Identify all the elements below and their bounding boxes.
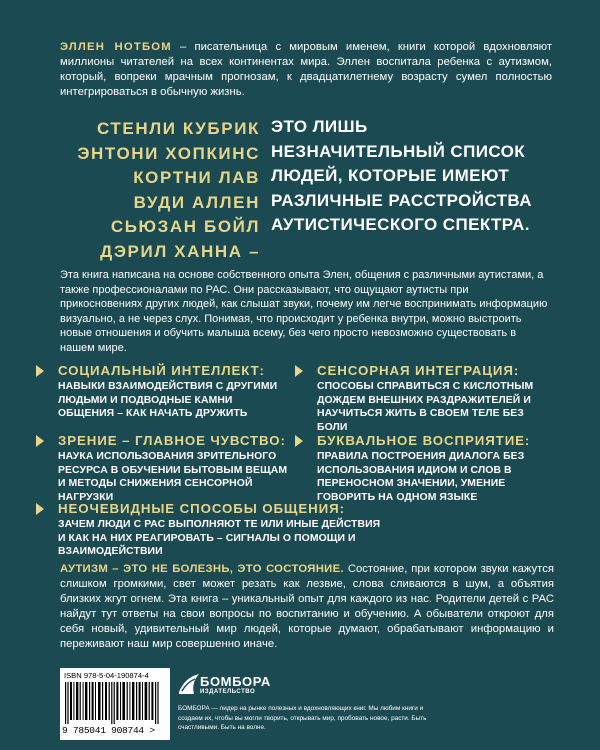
publisher-logo-text: БОМБОРА [200, 674, 271, 689]
closing-lead: АУТИЗМ – ЭТО НЕ БОЛЕЗНЬ, ЭТО СОСТОЯНИЕ. [60, 563, 344, 575]
feature-description: НАВЫКИ ВЗАИМОДЕЙСТВИЯ С ДРУГИМИ ЛЮДЬМИ И ПОДВОДНЫЕ КАМНИ ОБЩЕНИЯ – КАК НАЧАТЬ ДРУЖИТЬ [58, 381, 278, 420]
feature-description: НАУКА ИСПОЛЬЗОВАНИЯ ЗРИТЕЛЬНОГО РЕСУРСА В ОБУЧЕНИИ БЫТОВЫМ ВЕЩАМ И МЕТОДЫ СНИЖЕНИЯ СЕНСОРНОЙ НАГРУЗКИ [58, 451, 288, 503]
celebrity-name: КОРТНИ ЛАВ [133, 168, 260, 187]
barcode-digits: 9 785041 908744 > [62, 725, 155, 736]
spectrum-line: АУТИСТИЧЕСКОГО СПЕКТРА. [271, 215, 530, 234]
spectrum-line: НЕЗНАЧИТЕЛЬНЫЙ СПИСОК [271, 141, 525, 161]
feature-social-intellect [58, 363, 288, 421]
spectrum-statement [271, 115, 571, 238]
barcode-icon [65, 682, 165, 724]
book-description: Эта книга написана на основе собственного опыта Элен, общения с различными аутистами, а также профессионалами по РАС. Они рассказывают, что ощущают аутисты при прикосновениях других людей, как слышат звуки, почему им легче воспринимать информацию визуально, а не через слух. Понимая, что происходит у ребенка внутри, можно выстроить новые отношения и обучить малыша всему, без чего просто невозможно существовать в нашем мире. [60, 269, 548, 354]
celebrity-name: СТЕНЛИ КУБРИК [96, 119, 260, 138]
arrow-bullet-icon [295, 435, 303, 447]
feature-title: ЗРЕНИЕ – ГЛАВНОЕ ЧУВСТВО: [58, 433, 286, 448]
arrow-bullet-icon [36, 365, 44, 377]
feature-description: ПРАВИЛА ПОСТРОЕНИЯ ДИАЛОГА БЕЗ ИСПОЛЬЗОВАНИЯ ИДИОМ И СЛОВ В ПЕРЕНОСНОМ ЗНАЧЕНИИ, УМЕНИЕ ГОВОРИТЬ НА ОДНОМ ЯЗЫКЕ [317, 451, 525, 503]
arrow-bullet-icon [295, 365, 303, 377]
spectrum-line: РАЗЛИЧНЫЕ РАССТРОЙСТВА [271, 190, 532, 210]
feature-literal-perception [317, 433, 557, 504]
isbn-label: ISBN 978-5-04-190874-4 [64, 671, 149, 680]
celebrity-name: СЬЮЗАН БОЙЛ [110, 217, 260, 236]
celebrity-name: ДЭРИЛ ХАННА – [100, 241, 260, 261]
author-intro [60, 40, 552, 100]
celebrity-name: ВУДИ АЛЛЕН [133, 192, 260, 212]
publisher-logo-subtitle: ИЗДАТЕЛЬСТВО [200, 689, 256, 695]
bombora-logo-icon [178, 672, 200, 696]
feature-title: НЕОЧЕВИДНЫЕ СПОСОБЫ ОБЩЕНИЯ: [58, 501, 345, 516]
celebrity-names [77, 117, 260, 264]
closing-text: Состояние, при котором звуки кажутся слишком громкими, свет может резать как лезвие, слова сливаются в шум, а объятия близких жгут огнем. Эта книга – уникальный опыт для каждого из нас. Родители детей с РАС найдут тут ответы на свои вопросы по воспитанию и обучению. А обыватели откроют для себя новый, удивительный мир людей, которые думают, обрабатывают информацию и переживают наш мир совершенно иначе. [60, 563, 554, 650]
celebrity-name: ЭНТОНИ ХОПКИНС [77, 143, 260, 163]
feature-vision [58, 433, 288, 504]
arrow-bullet-icon [36, 503, 44, 515]
closing-paragraph [60, 562, 554, 652]
author-name: ЭЛЛЕН НОТБОМ [60, 41, 172, 53]
author-bio: – писательница с мировым именем, книги которой вдохновляют миллионы читателей на всех континентах мира. Эллен воспитала ребенка с аутизмом, который, вопреки мрачным прогнозам, к двадцатилетнему возрасту сумел полностью интегрироваться в обычную жизнь. [60, 41, 553, 98]
feature-title: СОЦИАЛЬНЫЙ ИНТЕЛЛЕКТ: [58, 363, 265, 378]
publisher-slogan: БОМБОРА — лидер на рынке полезных и вдохновляющих книг. Мы любим книги и создаем их, чтобы вы могли творить, открывать мир, пробовать новое, расти. Быть счастливыми. Быть на волне. [178, 705, 427, 731]
feature-description: СПОСОБЫ СПРАВИТЬСЯ С КИСЛОТНЫМ ДОЖДЕМ ВНЕШНИХ РАЗДРАЖИТЕЛЕЙ И НАУЧИТЬСЯ ЖИТЬ В СВОЕМ ТЕЛЕ БЕЗ БОЛИ [317, 381, 534, 433]
spectrum-line: ЛЮДЕЙ, КОТОРЫЕ ИМЕЮТ [271, 166, 510, 185]
spectrum-line: ЭТО ЛИШЬ [271, 117, 368, 136]
feature-description: ЗАЧЕМ ЛЮДИ С РАС ВЫПОЛНЯЮТ ТЕ ИЛИ ИНЫЕ ДЕЙСТВИЯ И КАК НА НИХ РЕАГИРОВАТЬ – СИГНАЛЫ О ПОМОЩИ И ВЗАИМОДЕЙСТВИИ [58, 519, 381, 558]
feature-communication [58, 501, 558, 559]
arrow-bullet-icon [36, 435, 44, 447]
feature-title: СЕНСОРНАЯ ИНТЕГРАЦИЯ: [317, 363, 520, 378]
feature-title: БУКВАЛЬНОЕ ВОСПРИЯТИЕ: [317, 433, 531, 448]
feature-sensory-integration [317, 363, 557, 434]
barcode-panel [60, 668, 170, 740]
